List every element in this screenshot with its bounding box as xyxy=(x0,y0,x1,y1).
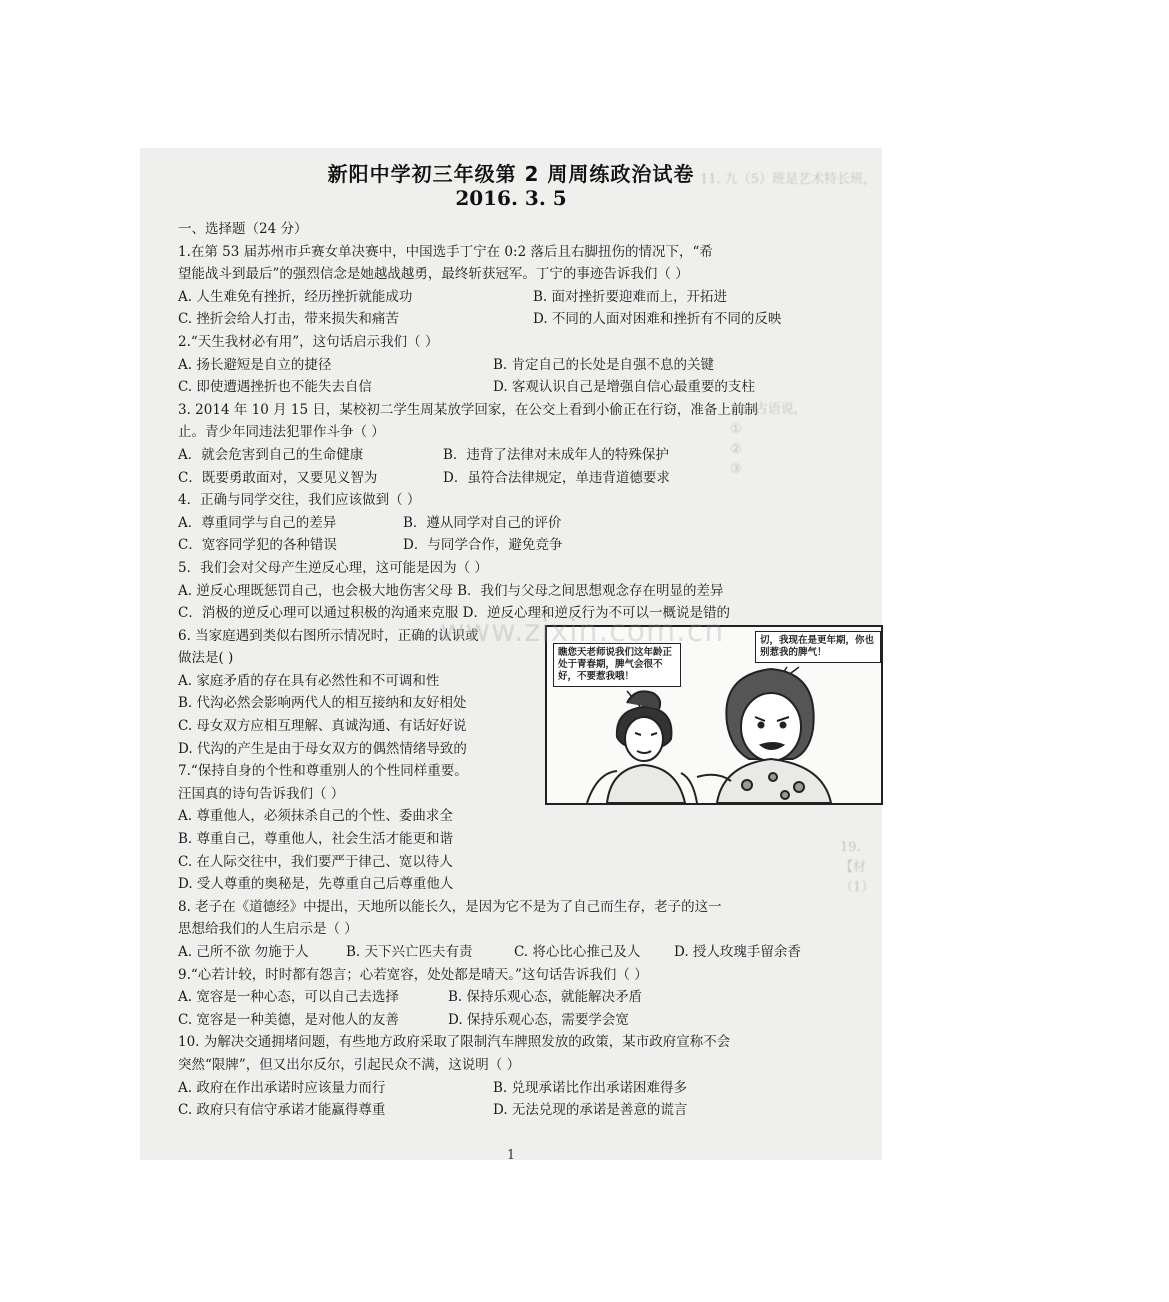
option-d: D. 受人尊重的奥秘是，先尊重自己后尊重他人 xyxy=(178,876,454,893)
option-a: A. 宽容是一种心态，可以自己去选择 xyxy=(178,989,399,1006)
option-row: A. 逆反心理既惩罚自己，也会极大地伤害父母 B．我们与父母之间思想观念存在明显的差异 xyxy=(178,582,724,599)
question-stem: 做法是( ) xyxy=(178,650,234,667)
speech-bubble-daughter: 瞧您天老师说我们这年龄正处于青春期，脾气会很不好，不要惹我哦！ xyxy=(553,643,681,687)
option-d: D. 代沟的产生是由于母女双方的偶然情绪导致的 xyxy=(178,740,467,757)
option-d: D. 不同的人面对困难和挫折有不同的反映 xyxy=(533,311,782,328)
section-heading: 一、选择题（24 分） xyxy=(178,221,308,237)
exam-title: 新阳中学初三年级第 2 周周练政治试卷 xyxy=(327,162,695,186)
option-row: C．消极的逆反心理可以通过积极的沟通来克服 D．逆反心理和逆反行为不可以一概说是错的 xyxy=(178,605,730,622)
option-row xyxy=(178,1009,848,1032)
option-c: C. 挫折会给人打击，带来损失和痛苦 xyxy=(178,311,399,328)
speech-bubble-mother: 切，我现在是更年期，你也别惹我的脾气！ xyxy=(755,631,881,663)
option-c: C. 母女双方应相互理解、真诚沟通、有话好好说 xyxy=(178,718,467,735)
option-a: A. 政府在作出承诺时应该量力而行 xyxy=(178,1079,386,1096)
option-row xyxy=(178,986,848,1009)
bleed-through-text: 12. 古语说， ① ② ③ xyxy=(730,402,827,477)
question-stem: 3. 2014 年 10 月 15 日，某校初二学生周某放学回家，在公交上看到小偷正在行窃，准备上前制 xyxy=(178,401,758,418)
watermark: www.zixin.com.cn xyxy=(440,614,725,649)
question-stem: 思想给我们的人生启示是（ ） xyxy=(178,921,358,938)
option-b: B．遵从同学对自己的评价 xyxy=(403,514,562,531)
bleed-through-text: 19. 【材 （1） xyxy=(840,840,875,895)
question-stem: 5．我们会对父母产生逆反心理，这可能是因为（ ） xyxy=(178,559,488,576)
option-d: D. 无法兑现的承诺是善意的谎言 xyxy=(493,1102,688,1119)
question-stem: 1.在第 53 届苏州市乒赛女单决赛中，中国选手丁宁在 0:2 落后且右脚扭伤的情况下，“希 xyxy=(178,243,713,260)
question-stem: 4．正确与同学交往，我们应该做到（ ） xyxy=(178,492,421,509)
option-a: A. 扬长避短是自立的捷径 xyxy=(178,356,332,373)
option-d: D. 保持乐观心态，需要学会宽 xyxy=(448,1011,629,1028)
option-b: B. 保持乐观心态，就能解决矛盾 xyxy=(448,989,643,1006)
option-d: D．与同学合作，避免竞争 xyxy=(403,537,563,554)
option-d: D. 授人玫瑰手留余香 xyxy=(674,944,801,960)
question-stem: 10. 为解决交通拥堵问题，有些地方政府采取了限制汽车牌照发放的政策，某市政府宣称不会 xyxy=(178,1034,731,1051)
daughter-figure xyxy=(587,691,697,803)
option-b: B．违背了法律对未成年人的特殊保护 xyxy=(443,446,669,463)
option-c: C．宽容同学犯的各种错误 xyxy=(178,537,337,554)
option-a: A．就会危害到自己的生命健康 xyxy=(178,446,364,463)
question-stem: 8. 老子在《道德经》中提出，天地所以能长久，是因为它不是为了自己而生存，老子的这一 xyxy=(178,898,722,915)
question-stem: 望能战斗到最后”的强烈信念是她越战越勇，最终斩获冠军。丁宁的事迹告诉我们（ ） xyxy=(178,266,689,283)
option-b: B. 肯定自己的长处是自强不息的关键 xyxy=(493,356,715,373)
option-row xyxy=(178,376,848,399)
option-row xyxy=(178,1099,848,1122)
option-row xyxy=(178,308,848,331)
cartoon-illustration xyxy=(545,625,883,805)
option-c: C．既要勇敢面对，又要见义智为 xyxy=(178,469,378,486)
option-row xyxy=(178,286,848,309)
option-a: A. 己所不欲 勿施于人 xyxy=(178,944,309,960)
option-row xyxy=(178,354,848,377)
option-b: B. 代沟必然会影响两代人的相互接纳和友好相处 xyxy=(178,695,467,712)
option-c: C. 在人际交往中，我们要严于律己、宽以待人 xyxy=(178,853,453,870)
question-stem: 9.“心若计较，时时都有怨言；心若宽容，处处都是晴天。”这句话告诉我们（ ） xyxy=(178,966,648,983)
option-b: B. 兑现承诺比作出承诺困难得多 xyxy=(493,1079,688,1096)
option-a: A. 家庭矛盾的存在具有必然性和不可调和性 xyxy=(178,672,440,689)
option-b: B. 天下兴亡匹夫有责 xyxy=(346,944,473,960)
option-c: C. 将心比心推己及人 xyxy=(514,944,641,960)
option-row xyxy=(178,941,848,964)
question-stem: 突然“限牌”，但又出尔反尔，引起民众不满，这说明（ ） xyxy=(178,1056,521,1073)
option-row xyxy=(178,1077,848,1100)
question-stem: 止。青少年同违法犯罪作斗争（ ） xyxy=(178,424,385,441)
option-b: B. 尊重自己，尊重他人，社会生活才能更和谐 xyxy=(178,831,454,848)
option-c: C. 政府只有信守承诺才能赢得尊重 xyxy=(178,1102,386,1119)
mother-figure xyxy=(697,669,831,803)
option-d: D. 客观认识自己是增强自信心最重要的支柱 xyxy=(493,379,755,396)
question-stem: 7.“保持自身的个性和尊重别人的个性同样重要。 xyxy=(178,763,468,780)
option-a: A. 尊重他人，必须抹杀自己的个性、委曲求全 xyxy=(178,808,453,825)
option-d: D．虽符合法律规定，单违背道德要求 xyxy=(443,469,670,486)
option-c: C. 宽容是一种美德，是对他人的友善 xyxy=(178,1011,399,1028)
option-a: A．尊重同学与自己的差异 xyxy=(178,514,337,531)
question-stem: 6. 当家庭遇到类似右图所示情况时，正确的认识或 xyxy=(178,627,479,644)
option-row xyxy=(178,444,848,467)
option-row xyxy=(178,534,848,557)
option-b: B. 面对挫折要迎难而上，开拓进 xyxy=(533,288,728,305)
option-c: C. 即使遭遇挫折也不能失去自信 xyxy=(178,379,372,396)
question-stem: 汪国真的诗句告诉我们（ ） xyxy=(178,785,345,802)
exam-date: 2016. 3. 5 xyxy=(455,186,567,210)
option-row xyxy=(178,467,848,490)
option-row xyxy=(178,512,848,535)
option-a: A. 人生难免有挫折，经历挫折就能成功 xyxy=(178,288,413,305)
question-stem: 2.“天生我材必有用”，这句话启示我们（ ） xyxy=(178,333,439,350)
cartoon-drawing xyxy=(547,627,881,803)
scanned-page: 11. 九（5）班是艺术特长班， 12. 古语说， ① ② ③ 19. 【材 （1） 新阳中学初三年级第 2 周周练政治试卷 2016. 3. 5 一、选择题（24 分） 1.在第 53 届苏州市乒赛女单决赛中，中国选手丁宁在 0:2 落后且右脚扭伤的情况下，“希 望能战斗到最后”的强烈信念是她越战越勇，最终斩获冠军。丁宁的事迹告诉我们（ ） A. 人生难免有挫折，经历挫折就能成功 B. 面对挫折要迎难而上，开拓进 C. 挫折会给人打击，带来损失和痛苦 D. 不同的人面对困难和挫折有不同的反映 2.“天生我材必有用”，这句话启示我们（ ） A. 扬长避短是自立的捷径 B. 肯定自己的长处是自强不息的关键 C. 即使遭遇挫折也不能失去自信 D. 客观认识自己是增强自信心最重要的支柱 3. 2014 年 10 月 15 日，某校初二学生周某放学回家，在公交上看到小偷正在行窃，准备上前制 止。青少年同违法犯罪作斗争（ ） A．就会危害到自己的生命健康 B．违背了法律对未成年人的特殊保护 C．既要勇敢面对，又要见义智为 D．虽符合法律规定，单违背道德要求 4．正确与同学交往，我们应该做到（ ） A．尊重同学与自己的差异 B．遵从同学对自己的评价 C．宽容同学犯的各种错误 D．与同学合作，避免竞争 5．我们会对父母产生逆反心理，这可能是因为（ ） A. 逆反心理既惩罚自己，也会极大地伤害父母 B．我们与父母之间思想观念存在明显的差异 C．消极的逆反心理可以通过积极的沟通来克服 D．逆反心理和逆反行为不可以一概说是错的 6. 当家庭遇到类似右图所示情况时，正确的认识或 做法是( ) A. 家庭矛盾的存在具有必然性和不可调和性 B. 代沟必然会影响两代人的相互接纳和友好相处 C. 母女双方应相互理解、真诚沟通、有话好好说 D. 代沟的产生是由于母女双方的偶然情绪导致的 7.“保持自身的个性和尊重别人的个性同样重要。 汪国真的诗句告诉我们（ ） A. 尊重他人，必须抹杀自己的个性、委曲求全 B. 尊重自己，尊重他人，社会生活才能更和谐 C. 在人际交往中，我们要严于律己、宽以待人 D. 受人尊重的奥秘是，先尊重自己后尊重他人 8. 老子在《道德经》中提出，天地所以能长久，是因为它不是为了自己而生存，老子的这一 思想给我们的人生启示是（ ） A. 己所不欲 勿施于人 B. 天下兴亡匹夫有责 C. 将心比心推己及人 D. 授人玫瑰手留余香 9.“心若计较，时时都有怨言；心若宽容，处处都是晴天。”这句话告诉我们（ ） A. 宽容是一种心态，可以自己去选择 B. 保持乐观心态，就能解决矛盾 C. 宽容是一种美德，是对他人的友善 D. 保持乐观心态，需要学会宽 10. 为解决交通拥堵问题，有些地方政府采取了限制汽车牌照发放的政策，某市政府宣称不会 突然“限牌”，但又出尔反尔，引起民众不满，这说明（ ） A. 政府在作出承诺时应该量力而行 B. 兑现承诺比作出承诺困难得多 C. 政府只有信守承诺才能赢得尊重 D. 无法兑现的承诺是善意的谎言 瞧您天老师说我们这年龄正处于青春期，脾气会很不好，不要惹我哦！ 切，我现在是更年期，你也别惹我的脾气！ www.zixin.com.cn 1 xyxy=(140,148,882,1160)
page-number: 1 xyxy=(506,1148,516,1163)
